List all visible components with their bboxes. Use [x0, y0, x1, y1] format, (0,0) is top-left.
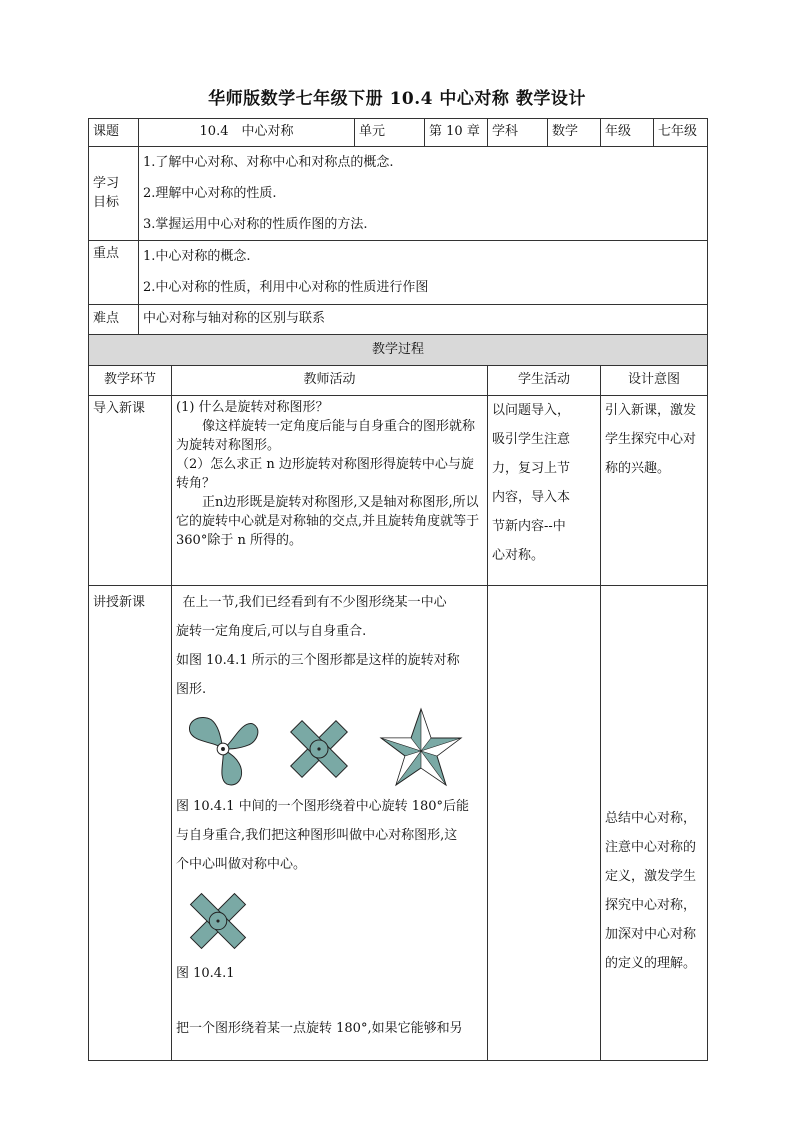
objectives-content: [139, 147, 708, 241]
objective-item: 1.了解中心对称、对称中心和对称点的概念.: [143, 155, 394, 170]
key-points-content: [139, 241, 708, 305]
objective-item: 3.掌握运用中心对称的性质作图的方法.: [143, 217, 368, 232]
subject-label: 学科: [488, 119, 548, 147]
objectives-label: 学习 目标: [89, 147, 139, 241]
grade-label: 年级: [601, 119, 654, 147]
topic-value: 10.4 中心对称: [139, 119, 355, 147]
figure-10-4-1: [184, 887, 483, 957]
new-teacher: 在上一节,我们已经看到有不少图形绕某一中心 旋转一定角度后,可以与自身重合. 如图 10.4.1 所示的三个图形都是这样的旋转对称 图形. 图 10.4.1 中间的一个图形绕着中心旋转 180°后能 与自身重合,我们把这种图形叫做中心对称图形,这 个中心叫做对称中心。 图 10.4.1 把一个图形绕着某一点旋转 180°,如果它能够和另: [172, 586, 488, 1061]
key-point-item: 2.中心对称的性质，利用中心对称的性质进行作图: [143, 280, 429, 295]
new-student: [488, 586, 601, 1061]
figure-row: [184, 706, 483, 792]
unit-label: 单元: [355, 119, 425, 147]
document-title: 华师版数学七年级下册 10.4 中心对称 教学设计: [208, 89, 586, 109]
figure-caption: 图 10.4.1: [176, 966, 235, 981]
unit-value: 第 10 章: [425, 119, 488, 147]
new-intent: 总结中心对称， 注意中心对称的 定义，激发学生 探究中心对称， 加深对中心对称 的定义的理解。: [601, 586, 708, 1061]
key-points-label: 重点: [89, 241, 139, 305]
intro-intent: 引入新课，激发 学生探究中心对 称的兴趣。: [601, 396, 708, 586]
process-section-title: 教学过程: [89, 335, 708, 366]
grade-value: 七年级: [654, 119, 708, 147]
new-stage: 讲授新课: [89, 586, 172, 1061]
cross-figure-icon: [284, 714, 354, 784]
header-intent: 设计意图: [601, 366, 708, 396]
difficulty-text: 中心对称与轴对称的区别与联系: [139, 305, 708, 335]
propeller-figure-icon: [184, 710, 262, 788]
cross-figure-icon: [184, 887, 252, 955]
key-point-item: 1.中心对称的概念.: [143, 249, 251, 264]
header-teacher: 教师活动: [172, 366, 488, 396]
subject-value: 数学: [548, 119, 601, 147]
lesson-plan-table: [88, 118, 708, 1061]
intro-teacher: (1) 什么是旋转对称图形？ 像这样旋转一定角度后能与自身重合的图形就称为旋转对称图形。 （2）怎么求正 n 边形旋转对称图形得旋转中心与旋转角？ 正n边形既是旋转对称图形,又是轴对称图形,所以它的旋转中心就是对称轴的交点,并且旋转角度就等于 360°除于 n 所得的。: [172, 396, 488, 586]
intro-stage: 导入新课: [89, 396, 172, 586]
objective-item: 2.理解中心对称的性质.: [143, 186, 277, 201]
header-stage: 教学环节: [89, 366, 172, 396]
header-student: 学生活动: [488, 366, 601, 396]
intro-student: 以问题导入， 吸引学生注意 力，复习上节 内容，导入本 节新内容--中 心对称。: [488, 396, 601, 586]
topic-label: 课题: [89, 119, 139, 147]
star-figure-icon: [376, 706, 466, 792]
difficulty-label: 难点: [89, 305, 139, 335]
